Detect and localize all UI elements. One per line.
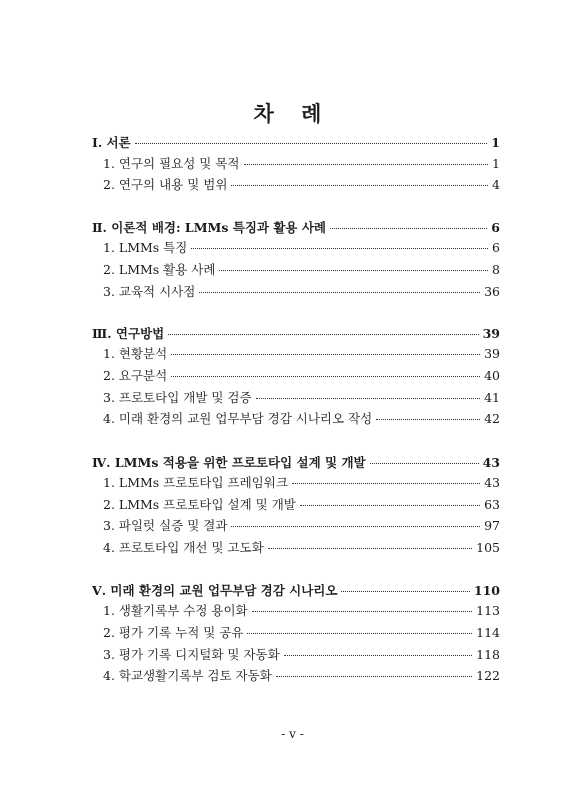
toc-chapter-2[interactable] [92,220,500,236]
toc-page-number: 1 [492,156,500,171]
toc-item-label: 1. 현황분석 [103,346,168,361]
toc-chapter-label: Ⅱ. 이론적 배경: LMMs 특징과 활용 사례 [92,220,327,235]
dot-leader [370,463,479,464]
dot-leader [300,505,480,506]
toc-chapter-4[interactable] [92,455,500,471]
dot-leader [276,676,472,677]
toc-item[interactable] [103,603,500,619]
toc-item-label: 1. 생활기록부 수정 용이화 [103,603,248,618]
toc-item[interactable] [103,262,500,278]
dot-leader [168,334,478,335]
toc-page-number: 39 [484,346,500,361]
toc-page-number: 43 [484,475,500,490]
dot-leader [244,164,489,165]
toc-page-number: 122 [476,668,500,683]
dot-leader [171,354,480,355]
toc-page-number: 4 [492,177,500,192]
toc-item[interactable] [103,647,500,663]
toc-item-label: 2. 연구의 내용 및 범위 [103,177,228,192]
toc-item-label: 3. 프로토타입 개발 및 검증 [103,390,252,405]
toc-page-number: 97 [484,518,500,533]
toc-item-label: 4. 학교생활기록부 검토 자동화 [103,668,272,683]
toc-item[interactable] [103,240,500,256]
toc-chapter-label: Ⅰ. 서론 [92,135,131,150]
toc-item-label: 1. LMMs 프로토타입 프레임워크 [103,475,288,490]
toc-chapter-label: Ⅳ. LMMs 적용을 위한 프로토타입 설계 및 개발 [92,455,366,470]
toc-page-number: 36 [484,284,500,299]
toc-item[interactable] [103,368,500,384]
toc-page-number: 110 [473,583,500,598]
dot-leader [219,270,488,271]
toc-chapter-1[interactable] [92,135,500,151]
toc-chapter-label: Ⅴ. 미래 환경의 교원 업무부담 경감 시나리오 [92,583,338,598]
dot-leader [191,248,488,249]
dot-leader [199,292,480,293]
toc-item[interactable] [103,475,500,491]
toc-chapter-3[interactable] [92,326,500,342]
toc-item[interactable] [103,625,500,641]
dot-leader [376,419,480,420]
toc-title: 차 례 [253,101,332,126]
toc-item[interactable] [103,284,500,300]
toc-item[interactable] [103,540,500,556]
toc-page-number: 118 [476,647,500,662]
toc-item[interactable] [103,411,500,427]
toc-page-number: 42 [484,411,500,426]
dot-leader [252,611,473,612]
toc-item[interactable] [103,390,500,406]
toc-item[interactable] [103,177,500,193]
toc-chapter-label: Ⅲ. 연구방법 [92,326,165,341]
toc-page-number: 8 [492,262,500,277]
toc-page-number: 1 [491,135,500,150]
toc-item-label: 2. LMMs 프로토타입 설계 및 개발 [103,497,296,512]
toc-page-number: 43 [482,455,500,470]
dot-leader [171,376,480,377]
toc-page-number: 105 [476,540,500,555]
toc-item[interactable] [103,668,500,684]
toc-item[interactable] [103,156,500,172]
toc-page-number: 6 [491,220,500,235]
toc-item-label: 1. LMMs 특징 [103,240,188,255]
toc-item[interactable] [103,497,500,513]
dot-leader [341,591,469,592]
toc-item-label: 4. 미래 환경의 교원 업무부담 경감 시나리오 작성 [103,411,373,426]
toc-page-number: 114 [476,625,500,640]
dot-leader [231,185,488,186]
toc-item-label: 2. 요구분석 [103,368,168,383]
dot-leader [292,483,480,484]
toc-item-label: 2. LMMs 활용 사례 [103,262,216,277]
toc-page-number: 41 [484,390,500,405]
toc-page-number: 40 [484,368,500,383]
toc-item-label: 3. 평가 기록 디지털화 및 자동화 [103,647,280,662]
page-footer-number: - v - [281,727,304,741]
toc-item-label: 4. 프로토타입 개선 및 고도화 [103,540,264,555]
dot-leader [247,633,472,634]
dot-leader [256,398,481,399]
toc-item[interactable] [103,518,500,534]
dot-leader [231,526,480,527]
dot-leader [135,143,488,144]
toc-item-label: 3. 파일럿 실증 및 결과 [103,518,228,533]
toc-page-number: 39 [482,326,500,341]
toc-page-number: 63 [484,497,500,512]
toc-item[interactable] [103,346,500,362]
dot-leader [284,655,472,656]
toc-item-label: 2. 평가 기록 누적 및 공유 [103,625,244,640]
toc-page-number: 113 [476,603,500,618]
dot-leader [330,228,487,229]
toc-page-number: 6 [492,240,500,255]
toc-item-label: 3. 교육적 시사점 [103,284,196,299]
toc-item-label: 1. 연구의 필요성 및 목적 [103,156,240,171]
toc-chapter-5[interactable] [92,583,500,599]
dot-leader [268,548,472,549]
